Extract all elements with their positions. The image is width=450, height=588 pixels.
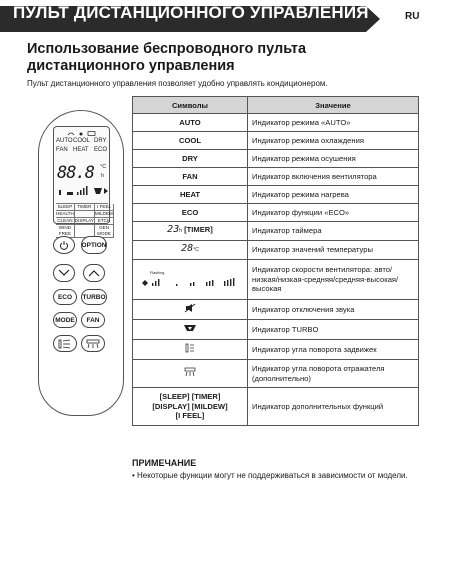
- table-row: [133, 360, 419, 388]
- meaning-cell: Индикатор режима охлаждения: [248, 132, 419, 150]
- symbols-table: [132, 96, 419, 426]
- louver-angle-icon: [185, 343, 195, 353]
- note-title: ПРИМЕЧАНИЕ: [132, 458, 197, 468]
- meaning-cell: Индикатор включения вентилятора: [248, 168, 419, 186]
- symbol-cell: HEAT: [133, 186, 248, 204]
- table-row: [133, 320, 419, 340]
- section-title: Использование беспроводного пульта дистанционного управления: [27, 41, 307, 74]
- lcd-grid-cell: DISPLAY: [74, 218, 94, 223]
- temp-down-button: [53, 264, 75, 282]
- lcd-unit-h: h: [101, 173, 105, 179]
- lcd-grid-cell: ETCH: [95, 218, 114, 225]
- meaning-cell: Индикатор таймера: [248, 222, 419, 241]
- table-row: [133, 132, 419, 150]
- symbol-cell: COOL: [133, 132, 248, 150]
- table-row: [133, 241, 419, 260]
- meaning-cell: Индикатор дополнительных функций: [248, 388, 419, 426]
- chevron-up-icon: [88, 269, 100, 277]
- language-code: RU: [405, 11, 420, 22]
- option-button: OPTION: [81, 236, 107, 254]
- lcd-grid-cell: HEALTH: [56, 211, 74, 216]
- lcd-digits: 88.8: [57, 163, 94, 183]
- deflector-button: [81, 335, 105, 352]
- symbol-cell: [133, 388, 248, 426]
- symbol-cell: [133, 360, 248, 388]
- symbol-cell: [133, 300, 248, 320]
- symbol-cell: DRY: [133, 150, 248, 168]
- timer-label: [TIMER]: [184, 225, 213, 235]
- lcd-grid-cell: TIMER: [75, 204, 95, 211]
- table-row: [133, 204, 419, 222]
- timer-digits: 23: [167, 224, 180, 236]
- table-row: [133, 114, 419, 132]
- lcd-mode-fan: FAN: [56, 147, 68, 153]
- column-header-meaning: Значение: [248, 97, 419, 114]
- flashing-label: Flashing: [150, 271, 165, 275]
- table-row: [133, 150, 419, 168]
- mute-icon: [184, 303, 196, 313]
- meaning-cell: Индикатор скорости вентилятора: авто/низкая/низкая-средняя/средняя-высокая/высокая: [248, 260, 419, 300]
- meaning-cell: Индикатор режима нагрева: [248, 186, 419, 204]
- lcd-mode-cool: COOL: [73, 138, 91, 144]
- page-header-title: ПУЛЬТ ДИСТАНЦИОННОГО УПРАВЛЕНИЯ: [13, 3, 369, 22]
- lcd-grid-cell: GEN MODE: [95, 225, 114, 238]
- remote-lcd-screen: [53, 126, 114, 236]
- deflector-angle-icon: [184, 367, 196, 377]
- power-button: [53, 236, 75, 254]
- louver-button: [53, 335, 77, 352]
- timer-unit: h: [179, 228, 182, 235]
- symbol-cell: AUTO: [133, 114, 248, 132]
- symbol-line: [DISPLAY] [MILDEW]: [152, 401, 228, 411]
- temperature-unit: °C: [193, 247, 199, 254]
- signal-icons: [67, 130, 97, 137]
- turbo-icon: [183, 323, 197, 333]
- table-row: [133, 388, 419, 426]
- lcd-grid-cell: I FEEL: [95, 204, 114, 211]
- meaning-cell: Индикатор угла поворота задвижек: [248, 340, 419, 360]
- symbol-cell: ECO: [133, 204, 248, 222]
- remote-control-illustration: [38, 110, 124, 416]
- turbo-button: TURBO: [81, 289, 107, 305]
- fan-button: FAN: [81, 312, 105, 328]
- lcd-grid-cell: CLEAN: [56, 218, 75, 225]
- symbol-cell: [133, 260, 248, 300]
- column-header-symbols: Символы: [133, 97, 248, 114]
- lcd-fan-speed-icons: [57, 185, 109, 201]
- symbol-line: [SLEEP] [TIMER]: [159, 392, 221, 402]
- lcd-mode-eco: ECO: [94, 147, 108, 153]
- meaning-cell: Индикатор режима «AUTO»: [248, 114, 419, 132]
- table-row: [133, 168, 419, 186]
- lcd-grid-cell: [75, 211, 95, 218]
- eco-button: ECO: [53, 289, 77, 305]
- mode-button: MODE: [53, 312, 77, 328]
- symbol-cell: [133, 340, 248, 360]
- temperature-digits: 28: [181, 243, 194, 255]
- meaning-cell: Индикатор режима осушения: [248, 150, 419, 168]
- symbol-cell: [133, 241, 248, 260]
- louver-swing-icon: [58, 339, 72, 349]
- symbol-cell: [133, 222, 248, 241]
- symbol-line: [I FEEL]: [175, 411, 205, 421]
- lcd-unit-c: °C: [100, 164, 107, 170]
- lcd-grid-cell: MILDEW: [94, 211, 114, 216]
- symbol-cell: [133, 320, 248, 340]
- meaning-cell: Индикатор угла поворота отражателя (дополнительно): [248, 360, 419, 388]
- section-intro: Пульт дистанционного управления позволяет удобно управлять кондиционером.: [27, 79, 328, 88]
- table-row: [133, 186, 419, 204]
- lcd-grid-cell: SLEEP: [56, 204, 75, 211]
- lcd-mode-heat: HEAT: [73, 147, 89, 153]
- temp-up-button: [83, 264, 105, 282]
- table-row: [133, 300, 419, 320]
- meaning-cell: Индикатор функции «ECO»: [248, 204, 419, 222]
- meaning-cell: Индикатор отключения звука: [248, 300, 419, 320]
- lcd-grid-cell: WIND FREE: [56, 225, 75, 238]
- power-icon: [59, 240, 69, 250]
- lcd-function-grid: [56, 203, 114, 238]
- meaning-cell: Индикатор значений температуры: [248, 241, 419, 260]
- table-row: [133, 260, 419, 300]
- deflector-swing-icon: [86, 339, 100, 349]
- meaning-cell: Индикатор TURBO: [248, 320, 419, 340]
- note-text: • Некоторые функции могут не поддерживаться в зависимости от модели.: [132, 471, 408, 480]
- lcd-mode-auto: AUTO: [56, 138, 73, 144]
- table-header-row: [133, 97, 419, 114]
- lcd-mode-dry: DRY: [94, 138, 107, 144]
- table-row: [133, 340, 419, 360]
- table-row: [133, 222, 419, 241]
- chevron-down-icon: [58, 269, 70, 277]
- symbol-cell: FAN: [133, 168, 248, 186]
